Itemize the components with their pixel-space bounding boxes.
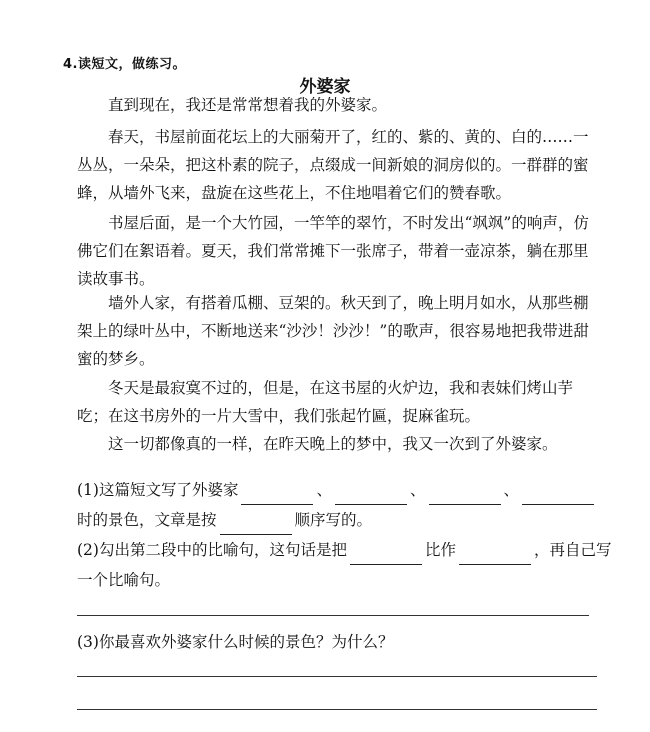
question-2 <box>77 535 617 595</box>
paragraph-5: 冬天是最寂寞不过的，但是，在这书屋的火炉边，我和表妹们烤山芋吃；在这书房外的一片大雪中，我们张起竹匾，捉麻雀玩。 <box>77 379 574 425</box>
paragraph-3: 书屋后面，是一个大竹园，一竿竿的翠竹，不时发出“飒飒”的响声，仿佛它们在絮语着。夏天，我们常常摊下一张席子，带着一壶凉茶，躺在那里读故事书。 <box>77 214 589 288</box>
question-2-prompt: (2)勾出第二段中的比喻句，这句话是把 <box>77 541 347 559</box>
answer-blank-2[interactable] <box>335 486 407 505</box>
answer-blank-5[interactable] <box>220 516 292 535</box>
answer-blank-7[interactable] <box>459 546 531 565</box>
paragraph-4: 墙外人家，有搭着瓜棚、豆架的。秋天到了，晚上明月如水，从那些棚架上的绿叶丛中，不断地送来“沙沙！沙沙！”的歌声，很容易地把我带进甜蜜的梦乡。 <box>77 294 589 368</box>
paragraph-2: 春天，书屋前面花坛上的大丽菊开了，红的、紫的、黄的、白的……一丛丛，一朵朵，把这朴素的院子，点缀成一间新娘的洞房似的。一群群的蜜蜂，从墙外飞来，盘旋在这些花上，不住地唱着它们的赞春歌。 <box>77 128 589 202</box>
exercise-heading: 4.读短文，做练习。 <box>63 57 186 72</box>
answer-line-q3-2[interactable] <box>77 709 597 710</box>
paragraph-1: 直到现在，我还是常常想着我的外婆家。 <box>108 96 388 114</box>
separator: 、 <box>503 481 520 499</box>
question-1-prompt-end: 顺序写的。 <box>294 511 373 529</box>
paragraph-6: 这一切都像真的一样，在昨天晚上的梦中，我又一次到了外婆家。 <box>108 435 558 453</box>
answer-blank-3[interactable] <box>429 486 501 505</box>
separator: 、 <box>316 481 332 499</box>
question-1-prompt: (1)这篇短文写了外婆家 <box>77 481 239 499</box>
question-2-prompt-end: ，再自己写一个比喻句。 <box>77 541 612 589</box>
question-3: (3)你最喜欢外婆家什么时候的景色？为什么？ <box>77 633 394 651</box>
question-2-prompt-mid: 比作 <box>424 541 456 559</box>
separator: 、 <box>409 481 426 499</box>
answer-line-q2[interactable] <box>77 615 589 616</box>
passage-title: 外婆家 <box>299 77 351 97</box>
answer-blank-1[interactable] <box>241 486 313 505</box>
answer-blank-4[interactable] <box>522 486 594 505</box>
question-1 <box>77 475 617 535</box>
answer-line-q3-1[interactable] <box>77 676 597 677</box>
answer-blank-6[interactable] <box>350 546 422 565</box>
question-1-prompt-cont: 时的景色，文章是按 <box>77 511 217 529</box>
